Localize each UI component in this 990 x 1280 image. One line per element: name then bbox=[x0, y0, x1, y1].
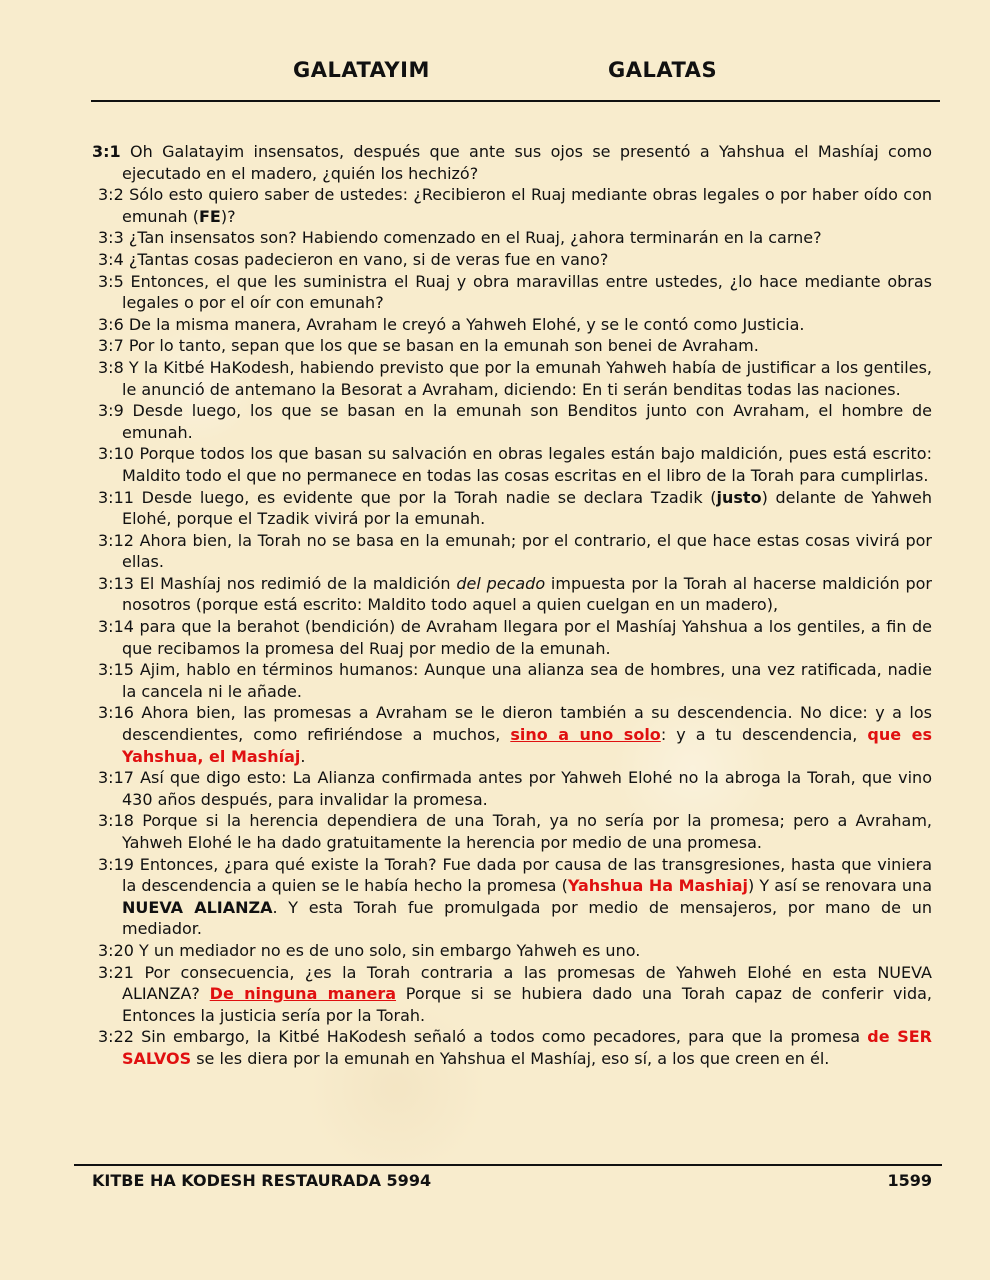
verse-3-11 bbox=[92, 487, 932, 530]
verse-text: Y la Kitbé HaKodesh, habiendo previsto que por la emunah Yahweh había de justificar a los gentiles, le anunció de antemano la Besorat a Avraham, diciendo: En ti serán benditas todas las naciones. bbox=[122, 357, 933, 399]
verse-text: ¿Tan insensatos son? Habiendo comenzado en el Ruaj, ¿ahora terminarán en la carne? bbox=[128, 228, 822, 248]
verse-number: 3:22 bbox=[98, 1027, 134, 1047]
verse-number: 3:2 bbox=[98, 185, 124, 205]
verse-number: 3:20 bbox=[98, 940, 134, 960]
verse-text: Así que digo esto: La Alianza confirmada antes por Yahweh Elohé no la abroga la Torah, que vino 430 años después, para invalidar la promesa. bbox=[122, 768, 932, 809]
red-emphasis: Yahshua Ha Mashiaj bbox=[567, 876, 748, 896]
verse-number: 3:17 bbox=[98, 768, 134, 788]
verse-number: 3:6 bbox=[98, 314, 124, 334]
verse-text: . bbox=[300, 746, 306, 766]
verse-text: Ahora bien, las promesas a Avraham se le dieron también a su descendencia. No dice: y a los descendientes, como refiriéndose a muchos, bbox=[122, 703, 932, 745]
verse-text: El Mashíaj nos redimió de la maldición bbox=[139, 573, 457, 593]
header-rule bbox=[91, 100, 940, 102]
emphasis-text: NUEVA ALIANZA bbox=[122, 897, 273, 917]
verse-text: De la misma manera, Avraham le creyó a Yahweh Elohé, y se le contó como Justicia. bbox=[128, 314, 805, 334]
verse-number: 3:12 bbox=[98, 530, 134, 550]
verse-3-1 bbox=[92, 141, 932, 184]
verse-3-18 bbox=[92, 810, 932, 853]
verse-text: ) Y así se renovara una bbox=[747, 876, 932, 896]
verse-3-19 bbox=[92, 854, 932, 940]
verse-text: para que la berahot (bendición) de Avraham llegara por el Mashíaj Yahshua a los gentiles, a fin de que recibamos la promesa del Ruaj por medio de la emunah. bbox=[122, 617, 932, 658]
verse-text: Sólo esto quiero saber de ustedes: ¿Recibieron el Ruaj mediante obras legales o por haber oído con emunah ( bbox=[122, 185, 933, 226]
verse-3-10 bbox=[92, 443, 932, 486]
verse-3-12 bbox=[92, 530, 932, 573]
verse-list bbox=[92, 141, 932, 1070]
verse-text: Sin embargo, la Kitbé HaKodesh señaló a todos como pecadores, para que la promesa bbox=[141, 1027, 868, 1047]
footer-book-title: KITBE HA KODESH RESTAURADA 5994 bbox=[92, 1171, 432, 1190]
verse-text: ¿Tantas cosas padecieron en vano, si de veras fue en vano? bbox=[128, 249, 609, 269]
verse-3-8 bbox=[92, 357, 932, 400]
verse-number: 3:15 bbox=[98, 660, 134, 680]
verse-number: 3:4 bbox=[98, 249, 124, 269]
verse-3-20 bbox=[92, 940, 932, 962]
verse-number: 3:7 bbox=[98, 336, 124, 356]
verse-text: )? bbox=[220, 206, 236, 226]
page-header bbox=[90, 58, 940, 88]
verse-text: Ahora bien, la Torah no se basa en la emunah; por el contrario, el que hace estas cosas vivirá por ellas. bbox=[122, 530, 933, 572]
verse-number: 3:11 bbox=[98, 487, 134, 507]
verse-number: 3:18 bbox=[98, 811, 134, 831]
verse-number: 3:9 bbox=[98, 401, 124, 421]
verse-text: . Y esta Torah fue promulgada por medio de mensajeros, por mano de un mediador. bbox=[122, 897, 932, 939]
verse-3-22 bbox=[92, 1026, 932, 1069]
verse-3-17 bbox=[92, 767, 932, 810]
verse-3-3 bbox=[92, 227, 932, 249]
verse-number: 3:21 bbox=[98, 962, 134, 982]
page-footer bbox=[92, 1171, 932, 1193]
emphasis-text: FE bbox=[198, 206, 221, 226]
italic-text: del pecado bbox=[456, 573, 546, 593]
verse-3-2 bbox=[92, 184, 932, 227]
verse-text: Porque si la herencia dependiera de una Torah, ya no sería por la promesa; pero a Avraham, Yahweh Elohé le ha dado gratuitamente la herencia por medio de una promesa. bbox=[122, 811, 933, 852]
verse-text: : y a tu descendencia, bbox=[660, 725, 868, 745]
verse-3-9 bbox=[92, 400, 932, 443]
verse-text: Porque si se hubiera dado una Torah capaz de conferir vida, Entonces la justicia sería por la Torah. bbox=[122, 984, 933, 1025]
verse-number: 3:3 bbox=[98, 228, 124, 248]
verse-number: 3:14 bbox=[98, 617, 134, 637]
verse-text: Oh Galatayim insensatos, después que ante sus ojos se presentó a Yahshua el Mashíaj como ejecutado en el madero, ¿quién los hechizó? bbox=[122, 142, 932, 183]
verse-3-7 bbox=[92, 335, 932, 357]
verse-text: impuesta por la Torah al hacerse maldición por nosotros (porque está escrito: Maldito todo aquel a quien cuelgan en un madero), bbox=[122, 573, 933, 615]
verse-text: Por consecuencia, ¿es la Torah contraria a las promesas de Yahweh Elohé en esta NUEVA ALIANZA? bbox=[122, 962, 932, 1004]
verse-3-15 bbox=[92, 659, 932, 702]
page-number: 1599 bbox=[887, 1171, 932, 1190]
verse-number: 3:1 bbox=[92, 142, 121, 161]
book-title-spanish: GALATAS bbox=[608, 58, 718, 82]
verse-number: 3:8 bbox=[98, 357, 124, 377]
red-underlined-emphasis: De ninguna manera bbox=[209, 984, 397, 1004]
verse-3-6 bbox=[92, 314, 932, 336]
verse-text: Entonces, el que les suministra el Ruaj y obra maravillas entre ustedes, ¿lo hace mediante obras legales o por el oír con emunah? bbox=[122, 271, 933, 313]
emphasis-text: justo bbox=[716, 487, 762, 507]
verse-number: 3:5 bbox=[98, 271, 124, 291]
red-emphasis: que es Yahshua, el Mashíaj bbox=[122, 725, 933, 766]
verse-3-14 bbox=[92, 616, 932, 659]
verse-text: Desde luego, los que se basan en la emunah son Benditos junto con Avraham, el hombre de emunah. bbox=[122, 401, 932, 442]
verse-3-13 bbox=[92, 573, 932, 616]
verse-3-21 bbox=[92, 962, 932, 1027]
verse-text: Porque todos los que basan su salvación en obras legales están bajo maldición, pues está escrito: Maldito todo el que no permanece en todas las cosas escritas en el libro de la Torah para cumplirlas. bbox=[122, 444, 932, 485]
footer-rule bbox=[74, 1164, 942, 1166]
verse-number: 3:19 bbox=[98, 854, 134, 874]
verse-number: 3:16 bbox=[98, 703, 134, 723]
verse-text: ) delante de Yahweh Elohé, porque el Tzadik vivirá por la emunah. bbox=[122, 487, 933, 529]
verse-text: Y un mediador no es de uno solo, sin embargo Yahweh es uno. bbox=[139, 940, 641, 960]
verse-text: Desde luego, es evidente que por la Torah nadie se declara Tzadik ( bbox=[141, 487, 717, 507]
verse-3-4 bbox=[92, 249, 932, 271]
verse-3-16 bbox=[92, 702, 932, 767]
red-emphasis: de SER SALVOS bbox=[122, 1027, 933, 1068]
verse-text: se les diera por la emunah en Yahshua el Mashíaj, eso sí, a los que creen en él. bbox=[191, 1048, 830, 1068]
verse-number: 3:10 bbox=[98, 444, 134, 464]
verse-3-5 bbox=[92, 271, 932, 314]
verse-text: Entonces, ¿para qué existe la Torah? Fue dada por causa de las transgresiones, hasta que viniera la descendencia a quien se le había hecho la promesa ( bbox=[122, 854, 932, 896]
verse-text: Ajim, hablo en términos humanos: Aunque una alianza sea de hombres, una vez ratificada, nadie la cancela ni le añade. bbox=[122, 660, 932, 701]
red-underlined-emphasis: sino a uno solo bbox=[510, 725, 661, 745]
book-title-hebrew: GALATAYIM bbox=[293, 58, 430, 82]
verse-text: Por lo tanto, sepan que los que se basan en la emunah son benei de Avraham. bbox=[128, 336, 759, 356]
verse-number: 3:13 bbox=[98, 573, 134, 593]
